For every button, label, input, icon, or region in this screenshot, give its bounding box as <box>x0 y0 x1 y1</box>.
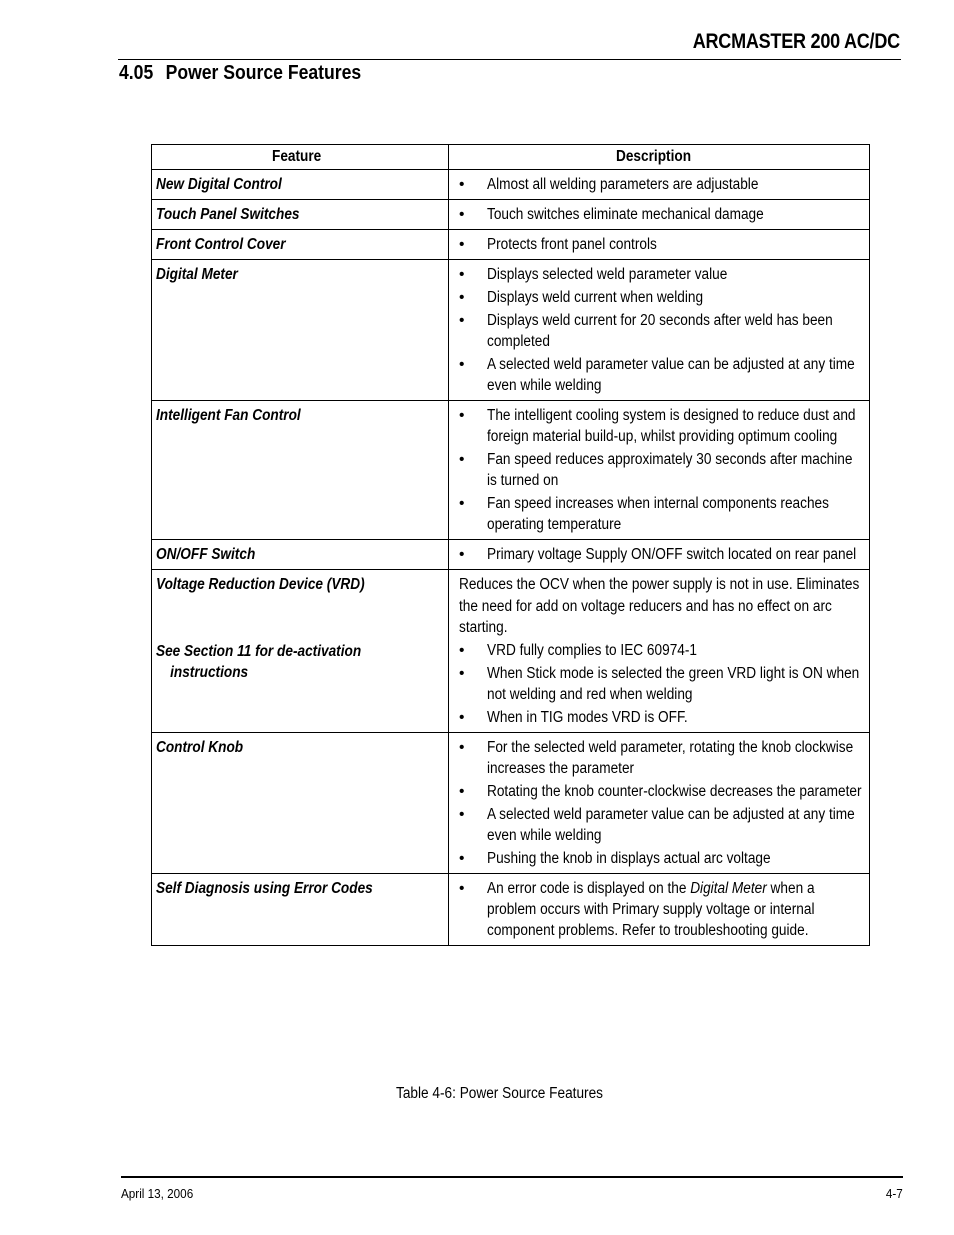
table-row <box>152 570 870 733</box>
list-item: • Pushing the knob in displays actual arc voltage <box>459 848 865 869</box>
table-row <box>152 540 870 570</box>
header-rule <box>118 59 901 60</box>
table-row <box>152 260 870 401</box>
list-item: • The intelligent cooling system is designed to reduce dust and foreign material build-up, whilst providing optimum cooling <box>459 405 865 447</box>
description-cell <box>449 401 870 540</box>
list-item: • For the selected weld parameter, rotating the knob clockwise increases the parameter <box>459 737 865 779</box>
description-cell <box>449 200 870 230</box>
description-cell <box>449 732 870 873</box>
section-title: Power Source Features <box>165 62 362 84</box>
feature-cell: ON/OFF Switch <box>152 540 449 570</box>
list-item: • Rotating the knob counter-clockwise decreases the parameter <box>459 781 865 802</box>
feature-cell: Front Control Cover <box>152 230 449 260</box>
feature-cell: Voltage Reduction Device (VRD) See Section 11 for de-activation instructions <box>152 570 449 733</box>
list-item: • A selected weld parameter value can be adjusted at any time even while welding <box>459 354 865 396</box>
feature-cell: Touch Panel Switches <box>152 200 449 230</box>
feature-column-header: Feature <box>152 145 449 170</box>
footer-rule <box>121 1176 903 1178</box>
table-row <box>152 873 870 945</box>
list-item: • Fan speed increases when internal components reaches operating temperature <box>459 493 865 535</box>
list-item: • Protects front panel controls <box>459 234 865 255</box>
feature-cell: Digital Meter <box>152 260 449 401</box>
description-column-header: Description <box>449 145 870 170</box>
digital-meter-emphasis: Digital Meter <box>690 879 767 897</box>
table-row <box>152 230 870 260</box>
list-item: • Touch switches eliminate mechanical damage <box>459 204 865 225</box>
description-cell <box>449 540 870 570</box>
feature-cell: New Digital Control <box>152 170 449 200</box>
page-number: 4-7 <box>886 1186 903 1201</box>
feature-note: See Section 11 for de-activation instructions <box>156 643 362 681</box>
list-item: • A selected weld parameter value can be adjusted at any time even while welding <box>459 804 865 846</box>
list-item: • Displays selected weld parameter value <box>459 264 865 285</box>
section-number: 4.05 <box>119 62 154 84</box>
description-cell <box>449 873 870 945</box>
description-cell <box>449 570 870 733</box>
footer-date: April 13, 2006 <box>121 1186 194 1201</box>
description-cell <box>449 170 870 200</box>
list-item: • An error code is displayed on the Digital Meter when a problem occurs with Primary supply voltage or internal component problems. Refer to troubleshooting guide. <box>459 878 865 941</box>
list-item: • VRD fully complies to IEC 60974-1 <box>459 640 865 661</box>
list-item: • Displays weld current when welding <box>459 287 865 308</box>
features-table <box>151 144 870 946</box>
table-row <box>152 200 870 230</box>
list-item: • Almost all welding parameters are adjustable <box>459 174 865 195</box>
table-caption: Table 4-6: Power Source Features <box>396 1085 603 1102</box>
feature-cell: Intelligent Fan Control <box>152 401 449 540</box>
list-item: • When Stick mode is selected the green VRD light is ON when not welding and red when welding <box>459 663 865 705</box>
table-header-row <box>152 145 870 170</box>
section-heading <box>119 62 361 85</box>
list-item: • Displays weld current for 20 seconds after weld has been completed <box>459 310 865 352</box>
table-row <box>152 401 870 540</box>
feature-cell: Control Knob <box>152 732 449 873</box>
feature-cell: Self Diagnosis using Error Codes <box>152 873 449 945</box>
description-cell <box>449 230 870 260</box>
list-item: • Primary voltage Supply ON/OFF switch located on rear panel <box>459 544 865 565</box>
list-item: • Fan speed reduces approximately 30 seconds after machine is turned on <box>459 449 865 491</box>
document-title: ARCMASTER 200 AC/DC <box>692 30 900 53</box>
table-row <box>152 732 870 873</box>
list-item: • When in TIG modes VRD is OFF. <box>459 707 865 728</box>
description-paragraph: Reduces the OCV when the power supply is not in use. Eliminates the need for add on voltage reducers and has no effect on arc starting. <box>459 576 860 636</box>
table-row <box>152 170 870 200</box>
description-cell <box>449 260 870 401</box>
